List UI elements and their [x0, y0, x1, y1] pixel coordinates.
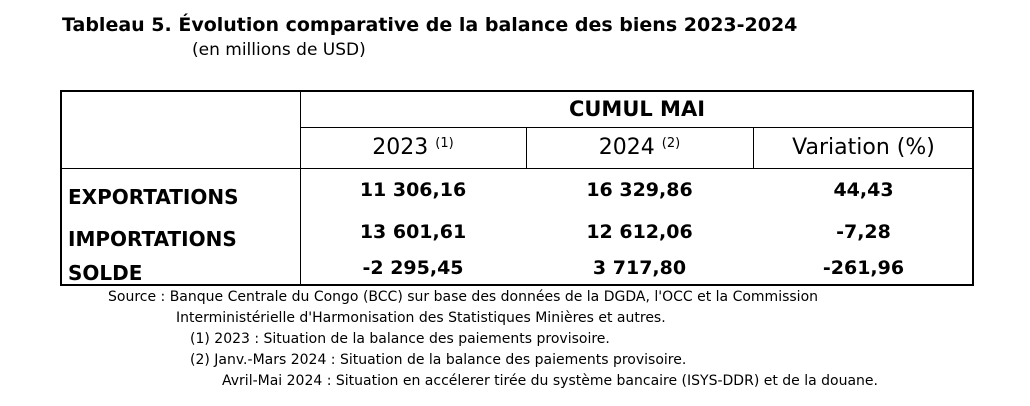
balance-table	[60, 90, 974, 286]
table-subtitle: (en millions de USD)	[192, 40, 366, 60]
header-divider-bottom	[62, 168, 974, 169]
solde-2024: 3 717,80	[592, 257, 687, 279]
row-label-importations: IMPORTATIONS	[68, 227, 237, 251]
importations-variation: -7,28	[836, 221, 891, 243]
group-header-cumul: CUMUL MAI	[568, 97, 706, 121]
exportations-2023: 11 306,16	[359, 179, 467, 201]
col-header-2024	[526, 135, 753, 160]
col-header-variation	[753, 135, 974, 160]
source-line-2: Interministérielle d'Harmonisation des Statistiques Minières et autres.	[176, 310, 666, 326]
row-label-solde: SOLDE	[68, 261, 143, 285]
col-header-variation-label: Variation (%)	[792, 135, 935, 160]
importations-2024: 12 612,06	[586, 221, 693, 243]
col-header-2024-label: 2024	[598, 135, 655, 160]
footnote-3: Avril-Mai 2024 : Situation en accélerer tirée du système bancaire (ISYS-DDR) et de la douane.	[222, 373, 878, 389]
col-header-2024-note: (2)	[661, 136, 681, 151]
col-header-2023-note: (1)	[435, 136, 454, 151]
col-header-2023-label: 2023	[372, 135, 429, 160]
header-divider-top	[300, 127, 974, 128]
table-title: Tableau 5. Évolution comparative de la balance des biens 2023-2024	[62, 14, 798, 36]
importations-2023: 13 601,61	[359, 221, 467, 243]
source-line-1: Source : Banque Centrale du Congo (BCC) sur base des données de la DGDA, l'OCC et la Commission	[108, 289, 819, 305]
solde-2023: -2 295,45	[362, 257, 464, 279]
row-label-exportations: EXPORTATIONS	[68, 185, 239, 209]
footnote-1: (1) 2023 : Situation de la balance des paiements provisoire.	[190, 331, 610, 347]
footnote-2: (2) Janv.-Mars 2024 : Situation de la balance des paiements provisoire.	[190, 352, 687, 368]
col-header-2023	[300, 135, 526, 160]
exportations-variation: 44,43	[833, 179, 894, 201]
exportations-2024: 16 329,86	[586, 179, 693, 201]
solde-variation: -261,96	[822, 257, 905, 279]
